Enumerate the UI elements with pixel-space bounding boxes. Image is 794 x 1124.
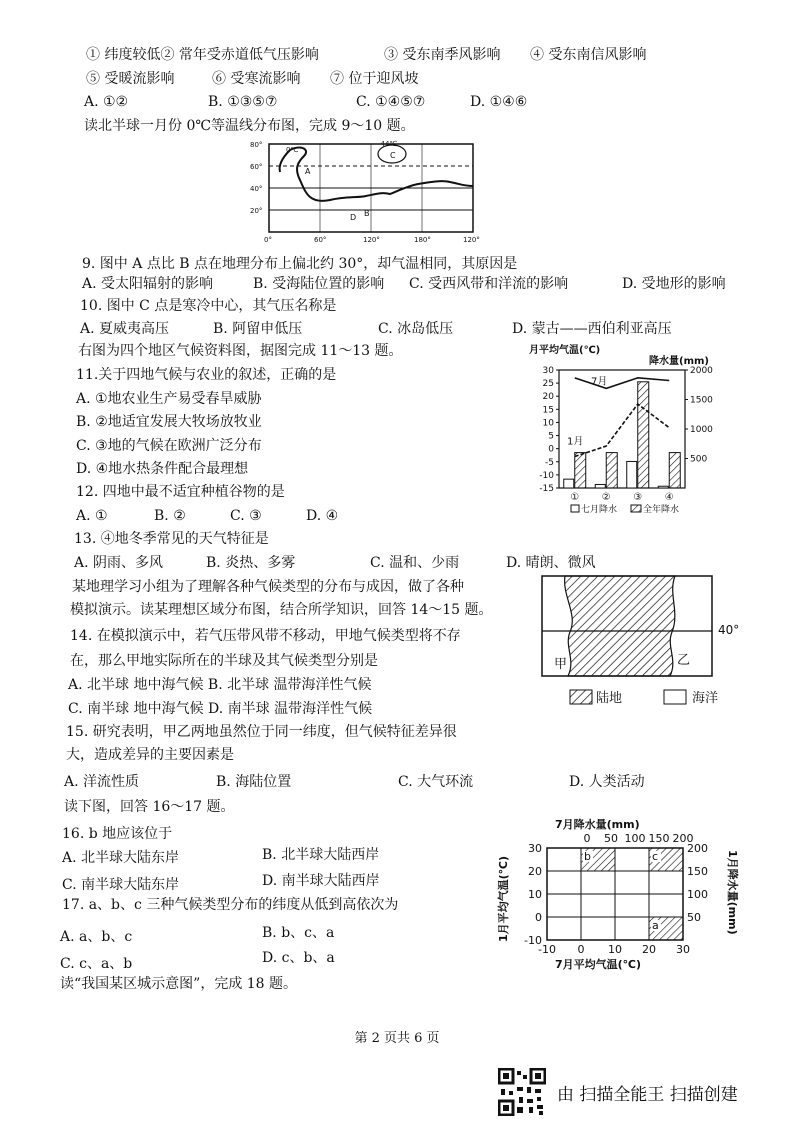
top-tick-label: 100 — [624, 832, 646, 845]
q9-option-d: D. 受地形的影响 — [622, 276, 726, 292]
legend-ocean-label: 海洋 — [692, 691, 719, 706]
option-list-line1 — [86, 46, 647, 64]
point-b-label: B — [364, 209, 370, 218]
q16-option-d: D. 南半球大陆西岸 — [262, 873, 380, 889]
q16-stem: 16. b 地应该位于 — [62, 826, 173, 842]
q16-option-b: B. 北半球大陆西岸 — [262, 847, 380, 863]
right-tick-label: 1500 — [690, 395, 713, 406]
lat-label: 60° — [250, 163, 263, 171]
q13-option-a: A. 阴雨、多风 — [74, 555, 164, 571]
cell-label: c — [652, 850, 659, 863]
q14-option-cd: C. 南半球 地中海气候 D. 南半球 温带海洋性气候 — [68, 701, 373, 717]
left-tick-label: 30 — [542, 366, 554, 376]
intro-14-15-line1: 某地理学习小组为了理解各种气候类型的分布与成因，做了各种 — [72, 579, 464, 595]
q13-option-c: C. 温和、少雨 — [370, 555, 460, 571]
station-label: ④ — [664, 492, 674, 503]
legend-july-swatch — [571, 505, 579, 512]
bottom-tick-label: 0 — [577, 943, 585, 956]
q17-option-b: B. b、c、a — [262, 925, 335, 941]
top-tick-label: 50 — [604, 832, 618, 845]
isotherm-label: 0℃ — [286, 146, 299, 154]
legend-annual-swatch — [631, 505, 641, 512]
choice-c: C. ①④⑤⑦ — [356, 94, 426, 110]
option-1-2: ① 纬度较低② 常年受赤道低气压影响 — [86, 47, 319, 63]
option-7: ⑦ 位于迎风坡 — [330, 71, 419, 87]
right-tick-label: 1000 — [690, 425, 713, 435]
q12-option-a: A. ① — [76, 508, 108, 524]
grid-left-title: 1月平均气温(℃) — [497, 855, 510, 942]
left-tick-label: 10 — [528, 888, 542, 901]
option-4: ④ 受东南信风影响 — [530, 47, 647, 63]
july-temp-line — [575, 378, 670, 388]
q13-option-d: D. 晴朗、微风 — [506, 555, 596, 571]
q15-option-a: A. 洋流性质 — [64, 774, 140, 790]
q13-stem: 13. ④地冬季常见的天气特征是 — [74, 531, 269, 547]
grid-top-title: 7月降水量(mm) — [555, 818, 640, 831]
intro-9-10: 读北半球一月份 0℃等温线分布图，完成 9～10 题。 — [84, 118, 415, 134]
q10-option-c: C. 冰岛低压 — [378, 321, 454, 337]
region-map — [540, 574, 750, 710]
q15-stem-line2: 大，造成差异的主要因素是 — [66, 747, 234, 763]
cell-label: b — [584, 850, 591, 863]
left-tick-label: 15 — [542, 405, 554, 416]
legend-ocean-swatch — [664, 690, 686, 704]
choice-b: B. ①③⑤⑦ — [208, 94, 278, 110]
q12-option-c: C. ③ — [230, 508, 262, 524]
q9-option-a: A. 受太阳辐射的影响 — [82, 276, 214, 292]
annual-precip-bar — [606, 453, 617, 488]
left-tick-label: 30 — [528, 842, 542, 855]
station-label: ② — [601, 492, 611, 503]
bottom-tick-label: 10 — [608, 943, 622, 956]
bottom-tick-label: -10 — [538, 943, 556, 956]
q14-stem-line2: 在，那么甲地实际所在的半球及其气候类型分别是 — [70, 653, 378, 669]
q11-option-b: B. ②地适宜发展大牧场放牧业 — [76, 414, 262, 430]
q11-option-c: C. ③地的气候在欧洲广泛分布 — [76, 438, 262, 454]
annual-precip-bar — [669, 453, 680, 488]
q10-options — [80, 320, 672, 338]
q17-option-d: D. c、b、a — [262, 950, 335, 966]
cell-label: a — [652, 919, 659, 932]
legend-annual-label: 全年降水 — [643, 505, 680, 515]
q11-option-a: A. ①地农业生产易受春旱威胁 — [76, 391, 262, 407]
q15-option-b: B. 海陆位置 — [216, 774, 292, 790]
q17-option-a: A. a、b、c — [60, 929, 133, 945]
legend-land-swatch — [570, 690, 592, 704]
lat-label: 20° — [250, 207, 263, 215]
option-6: ⑥ 受寒流影响 — [212, 71, 301, 87]
grid-bottom-title: 7月平均气温(℃) — [555, 958, 642, 971]
intro-11-13: 右图为四个地区气候资料图，据图完成 11～13 题。 — [78, 343, 403, 359]
lon-label: 60° — [314, 236, 327, 244]
q10-option-b: B. 阿留申低压 — [213, 321, 303, 337]
climate-chart — [527, 340, 727, 520]
right-tick-label: 100 — [687, 888, 708, 901]
q17-option-c: C. c、a、b — [60, 956, 133, 972]
january-temp-line — [575, 404, 670, 456]
choice-a: A. ①② — [84, 94, 129, 110]
cold-center-label: -44℃ — [378, 140, 398, 148]
legend-july-label: 七月降水 — [581, 505, 618, 515]
region-jia-label: 甲 — [554, 657, 568, 672]
right-tick-label: 50 — [687, 911, 701, 924]
right-tick-label: 150 — [687, 865, 708, 878]
point-a-label: A — [305, 167, 311, 176]
july-precip-bar — [564, 479, 574, 488]
july-precip-bar — [627, 461, 637, 488]
q11-option-d: D. ④地水热条件配合最理想 — [76, 461, 249, 477]
july-precip-bar — [658, 486, 668, 488]
climate-grid-chart — [495, 814, 745, 972]
q12-options — [76, 507, 339, 525]
q10-option-a: A. 夏威夷高压 — [80, 321, 170, 337]
lat-label: 40° — [250, 185, 263, 193]
station-label: ③ — [633, 492, 643, 503]
choice-d: D. ①④⑥ — [470, 94, 528, 110]
right-tick-label: 2000 — [690, 366, 713, 376]
q9-options — [82, 275, 726, 293]
q10-option-d: D. 蒙古——西伯利亚高压 — [512, 321, 672, 337]
lon-label: 120° — [463, 236, 480, 244]
q17-stem: 17. a、b、c 三种气候类型分布的纬度从低到高依次为 — [62, 897, 399, 913]
q14-stem-line1: 14. 在模拟演示中，若气压带风带不移动，甲地气候类型将不存 — [70, 628, 461, 644]
q15-stem-line1: 15. 研究表明，甲乙两地虽然位于同一纬度，但气候特征差异很 — [66, 724, 457, 740]
left-tick-label: -10 — [524, 934, 542, 947]
bottom-tick-label: 30 — [676, 943, 690, 956]
right-tick-label: 200 — [687, 842, 708, 855]
page-footer: 第 2 页共 6 页 — [354, 1031, 440, 1046]
left-tick-label: -10 — [539, 470, 554, 481]
left-tick-label: 10 — [542, 418, 554, 429]
top-tick-label: 200 — [672, 832, 694, 845]
option-3: ③ 受东南季风影响 — [384, 47, 501, 63]
q13-option-b: B. 炎热、多雾 — [206, 555, 296, 571]
intro-18: 读“我国某区城示意图”，完成 18 题。 — [60, 976, 298, 992]
left-tick-label: -15 — [539, 484, 554, 494]
top-tick-label: 0 — [583, 832, 591, 845]
climate-right-title: 降水量(mm) — [649, 356, 709, 367]
left-tick-label: 0 — [535, 911, 542, 924]
q8-choices — [84, 93, 528, 111]
climate-left-title: 月平均气温(℃) — [529, 345, 601, 356]
q15-options — [64, 773, 645, 791]
intro-16-17: 读下图，回答 16～17 题。 — [64, 799, 235, 815]
station-label: ① — [570, 492, 580, 503]
q12-option-d: D. ④ — [306, 508, 339, 524]
january-line-label: 1月 — [567, 436, 584, 448]
left-tick-label: -5 — [545, 457, 554, 468]
option-list-line2 — [86, 70, 419, 88]
q10-stem: 10. 图中 C 点是寒冷中心，其气压名称是 — [80, 298, 337, 314]
q9-option-c: C. 受西风带和洋流的影响 — [409, 276, 569, 292]
point-d-label: D — [350, 213, 357, 222]
point-c-label: C — [390, 151, 396, 160]
q16-option-a: A. 北半球大陆东岸 — [62, 850, 180, 866]
left-tick-label: 25 — [542, 379, 554, 390]
q9-option-b: B. 受海陆位置的影响 — [253, 276, 385, 292]
annual-precip-bar — [638, 382, 649, 488]
bottom-tick-label: 20 — [642, 943, 656, 956]
q16-option-c: C. 南半球大陆东岸 — [62, 877, 180, 893]
top-tick-label: 150 — [648, 832, 670, 845]
right-tick-label: 500 — [690, 454, 708, 465]
july-line-label: 7月 — [591, 376, 608, 388]
option-5: ⑤ 受暖流影响 — [86, 71, 175, 87]
left-tick-label: 5 — [548, 431, 554, 442]
lat-label: 80° — [250, 141, 263, 149]
q14-option-ab: A. 北半球 地中海气候 B. 北半球 温带海洋性气候 — [68, 677, 372, 693]
legend-land-label: 陆地 — [596, 691, 623, 706]
isotherm-map — [250, 138, 486, 248]
lon-label: 0° — [264, 236, 272, 244]
q12-stem: 12. 四地中最不适宜种植谷物的是 — [76, 484, 285, 500]
q12-option-b: B. ② — [154, 508, 186, 524]
q15-option-c: C. 大气环流 — [398, 774, 474, 790]
q11-stem: 11.关于四地气候与农业的叙述，正确的是 — [76, 367, 337, 383]
grid-right-title: 1月降水量(mm) — [726, 850, 739, 935]
region-lat-label: 40° — [718, 623, 740, 637]
july-precip-bar — [595, 484, 605, 488]
q15-option-d: D. 人类活动 — [569, 774, 645, 790]
lon-label: 180° — [414, 236, 431, 244]
intro-14-15-line2: 模拟演示。读某理想区域分布图，结合所学知识，回答 14～15 题。 — [70, 602, 493, 618]
scanner-watermark: 由 扫描全能王 扫描创建 — [557, 1085, 738, 1105]
q9-stem: 9. 图中 A 点比 B 点在地理分布上偏北约 30°，却气温相同，其原因是 — [82, 256, 518, 272]
lon-label: 120° — [363, 236, 380, 244]
annual-precip-bar — [575, 453, 586, 488]
qr-code-icon — [498, 1068, 546, 1116]
left-tick-label: 20 — [542, 392, 554, 403]
left-tick-label: 0 — [548, 444, 554, 455]
region-yi-label: 乙 — [677, 653, 691, 668]
q13-options — [74, 554, 596, 572]
left-tick-label: 20 — [528, 865, 542, 878]
